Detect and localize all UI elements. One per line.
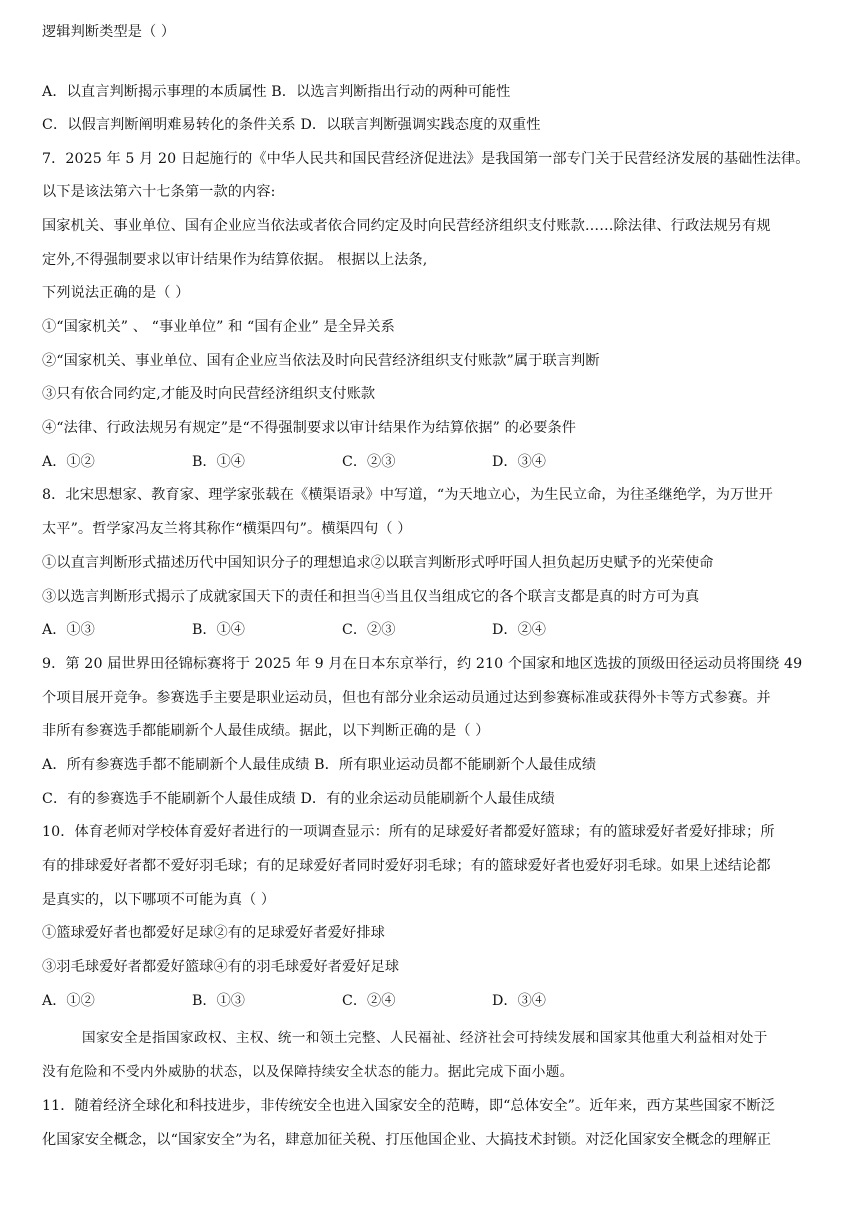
text-line: A．以直言判断揭示事理的本质属性 B．以选言判断指出行动的两种可能性 [42,84,511,100]
text-line: 非所有参赛选手都能刷新个人最佳成绩。据此，以下判断正确的是（ ） [42,723,490,739]
statement: ①以直言判断形式描述历代中国知识分子的理想追求②以联言判断形式呼吁国人担负起历史赋予的光荣使命 [42,555,714,571]
text-line: 以下是该法第六十七条第一款的内容: [42,184,276,200]
law-quote: 国家机关、事业单位、国有企业应当依法或者依合同约定及时向民营经济组织支付账款……除法律、行政法规另有规 [42,218,771,234]
statement: ④“法律、行政法规另有规定”是“不得强制要求以审计结果作为结算依据” 的必要条件 [42,420,577,436]
option-d: D．②④ [492,622,546,638]
question-7-options [42,452,642,472]
reading-passage: 国家安全是指国家政权、主权、统一和领土完整、人民福祉、经济社会可持续发展和国家其他重大利益相对处于 [82,1030,768,1046]
text-line: 有的排球爱好者都不爱好羽毛球；有的足球爱好者同时爱好羽毛球；有的篮球爱好者也爱好羽毛球。如果上述结论都 [42,858,771,874]
question-10-stem: 10．体育老师对学校体育爱好者进行的一项调查显示：所有的足球爱好者都爱好篮球；有的篮球爱好者爱好排球；所 [42,824,775,840]
statement: ③只有依合同约定,才能及时向民营经济组织支付账款 [42,386,376,402]
option-b: B．①④ [192,454,245,470]
text-line: C．以假言判断阐明难易转化的条件关系 D．以联言判断强调实践态度的双重性 [42,117,541,133]
text-line: 是真实的，以下哪项不可能为真（ ） [42,892,276,908]
text-line: 逻辑判断类型是（ ） [42,24,176,40]
question-8-stem: 8．北宋思想家、教育家、理学家张载在《横渠语录》中写道，“为天地立心，为生民立命，为往圣继绝学，为万世开 [42,487,773,503]
option-b: B．①③ [192,993,245,1009]
statement: ②“国家机关、事业单位、国有企业应当依法及时向民营经济组织支付账款”属于联言判断 [42,353,600,369]
reading-passage: 没有危险和不受内外威胁的状态，以及保障持续安全状态的能力。据此完成下面小题。 [42,1064,574,1080]
text-line: 个项目展开竞争。参赛选手主要是职业运动员，但也有部分业余运动员通过达到参赛标准或获得外卡等方式参赛。并 [42,690,771,706]
question-7-stem: 7．2025 年 5 月 20 日起施行的《中华人民共和国民营经济促进法》是我国第一部专门关于民营经济发展的基础性法律。 [42,151,810,167]
text-line: C．有的参赛选手不能刷新个人最佳成绩 D．有的业余运动员能刷新个人最佳成绩 [42,791,555,807]
question-10-options [42,991,642,1011]
statement: ③羽毛球爱好者都爱好篮球④有的羽毛球爱好者爱好足球 [42,959,400,975]
question-8-options [42,620,642,640]
option-b: B．①④ [192,622,245,638]
option-d: D．③④ [492,993,546,1009]
text-line: A．所有参赛选手都不能刷新个人最佳成绩 B．所有职业运动员都不能刷新个人最佳成绩 [42,757,597,773]
question-9-stem: 9．第 20 届世界田径锦标赛将于 2025 年 9 月在日本东京举行，约 210 个国家和地区选拔的顶级田径运动员将围绕 49 [42,656,803,672]
statement: ③以选言判断形式揭示了成就家国天下的责任和担当④当且仅当组成它的各个联言支都是真的时方可为真 [42,589,700,605]
option-d: D．③④ [492,454,546,470]
text-line: 化国家安全概念，以“国家安全”为名，肆意加征关税、打压他国企业、大搞技术封锁。对泛化国家安全概念的理解正 [42,1132,772,1148]
text-line: 下列说法正确的是（ ） [42,285,190,301]
statement: ①“国家机关” 、 “事业单位” 和 “国有企业” 是全异关系 [42,319,395,335]
option-c: C．②④ [342,993,396,1009]
option-a: A．①② [42,993,95,1009]
option-c: C．②③ [342,622,396,638]
option-c: C．②③ [342,454,396,470]
question-11-stem: 11．随着经济全球化和科技进步，非传统安全也进入国家安全的范畴，即“总体安全”。近年来，西方某些国家不断泛 [42,1098,776,1114]
option-a: A．①② [42,454,95,470]
option-a: A．①③ [42,622,95,638]
text-line: 太平”。哲学家冯友兰将其称作“横渠四句”。横渠四句（ ） [42,521,412,537]
statement: ①篮球爱好者也都爱好足球②有的足球爱好者爱好排球 [42,925,385,941]
law-quote: 定外,不得强制要求以审计结果作为结算依据。 根据以上法条, [42,252,428,268]
